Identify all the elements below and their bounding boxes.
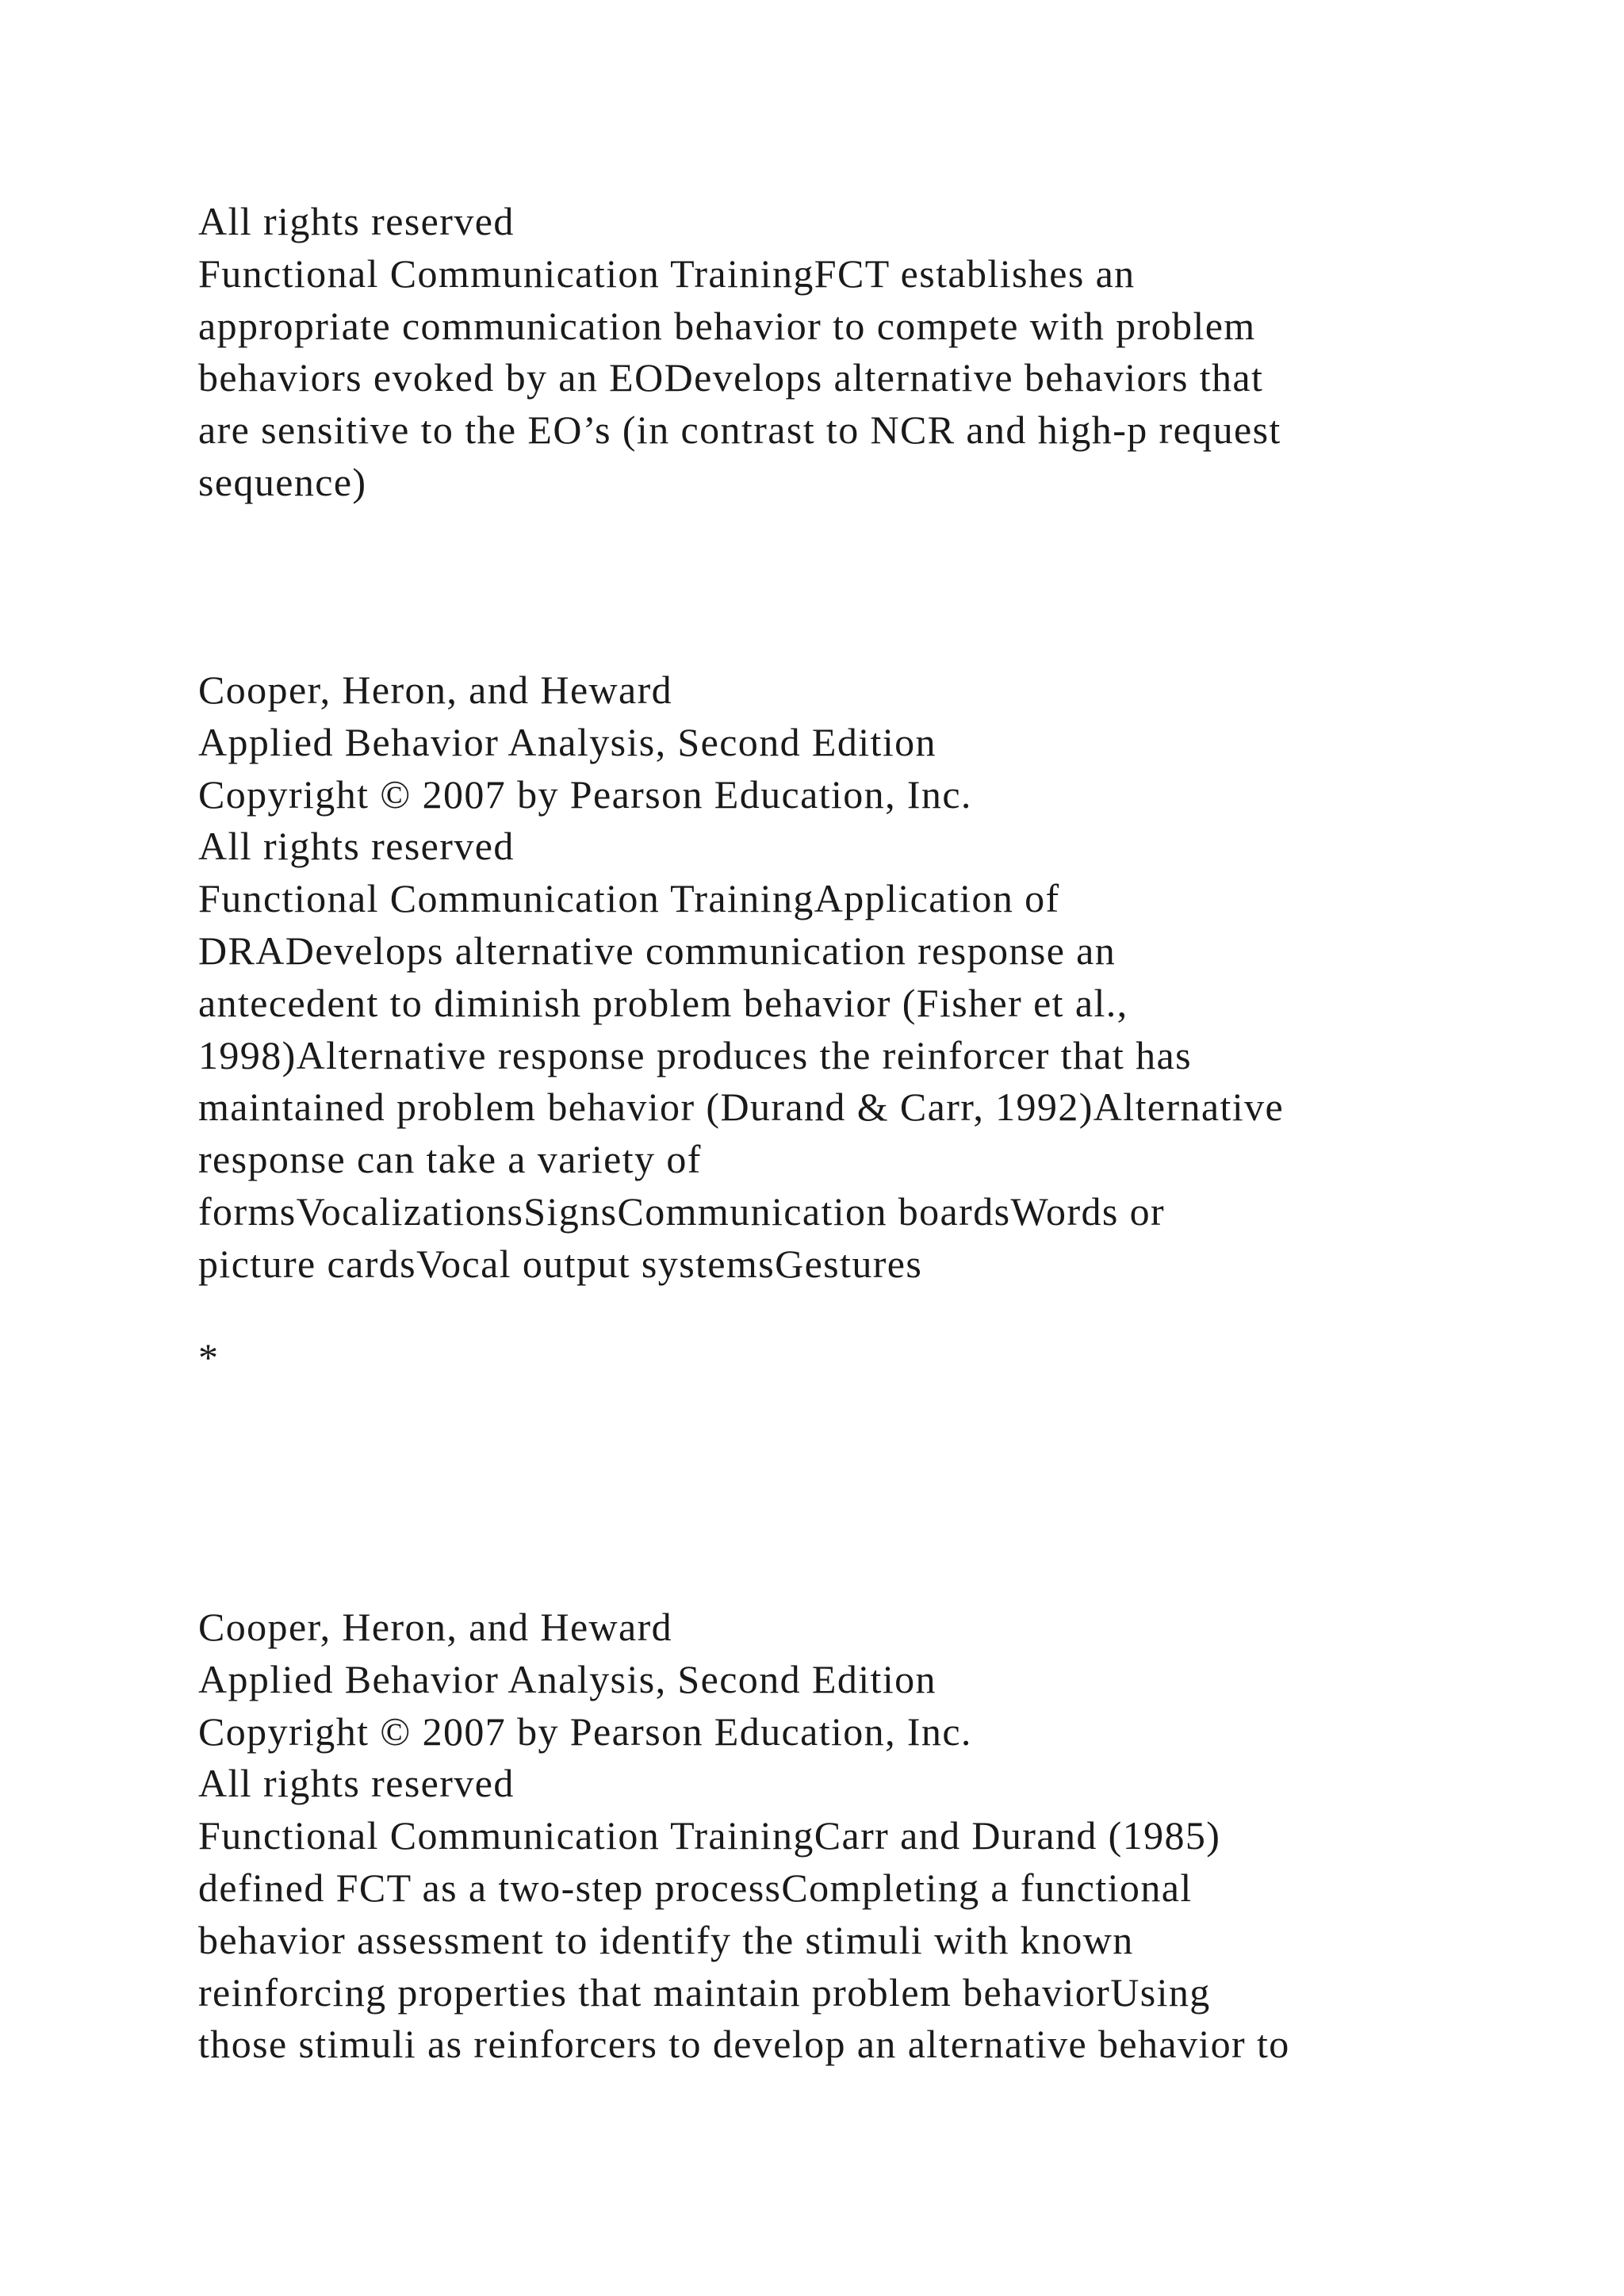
text-line: Cooper, Heron, and Heward xyxy=(198,668,673,712)
text-line: behavior assessment to identify the stimuli with known xyxy=(198,1917,1134,1962)
text-line: appropriate communication behavior to compete with problem xyxy=(198,303,1256,348)
asterisk-marker: * xyxy=(198,1335,220,1380)
text-line: defined FCT as a two-step processCompleting a functional xyxy=(198,1865,1193,1910)
text-line: All rights reserved xyxy=(198,199,515,243)
text-line: Functional Communication TrainingFCT establishes an xyxy=(198,251,1136,296)
text-line: Copyright © 2007 by Pearson Education, Inc. xyxy=(198,771,972,817)
text-line: response can take a variety of xyxy=(198,1137,702,1182)
text-line: Applied Behavior Analysis, Second Edition xyxy=(198,719,936,764)
text-line: 1998)Alternative response produces the reinforcer that has xyxy=(198,1032,1192,1077)
text-line: reinforcing properties that maintain problem behaviorUsing xyxy=(198,1969,1211,2015)
text-block-fct-intro xyxy=(198,196,1515,509)
text-line: formsVocalizationsSignsCommunication boardsWords or xyxy=(198,1188,1166,1234)
text-block-fct-dra xyxy=(198,664,1515,1291)
text-line: Functional Communication TrainingCarr and Durand (1985) xyxy=(198,1813,1221,1858)
text-line: those stimuli as reinforcers to develop an alternative behavior to xyxy=(198,2022,1290,2067)
text-line: Copyright © 2007 by Pearson Education, Inc. xyxy=(198,1709,972,1754)
text-line: are sensitive to the EO’s (in contrast to NCR and high-p request xyxy=(198,408,1281,453)
text-line: DRADevelops alternative communication response an xyxy=(198,928,1116,973)
text-block-fct-carr-durand xyxy=(198,1601,1515,2071)
text-block-asterisk xyxy=(198,1332,1515,1384)
text-line: All rights reserved xyxy=(198,824,515,869)
text-line: maintained problem behavior (Durand & Carr, 1992)Alternative xyxy=(198,1085,1285,1130)
text-line: antecedent to diminish problem behavior (Fisher et al., xyxy=(198,980,1128,1025)
text-line: picture cardsVocal output systemsGestures xyxy=(198,1241,923,1286)
text-line: sequence) xyxy=(198,459,367,504)
text-line: Cooper, Heron, and Heward xyxy=(198,1605,673,1649)
text-line: Applied Behavior Analysis, Second Edition xyxy=(198,1656,936,1701)
text-line: behaviors evoked by an EODevelops alternative behaviors that xyxy=(198,355,1264,400)
text-line: All rights reserved xyxy=(198,1761,515,1806)
text-line: Functional Communication TrainingApplication of xyxy=(198,876,1060,921)
